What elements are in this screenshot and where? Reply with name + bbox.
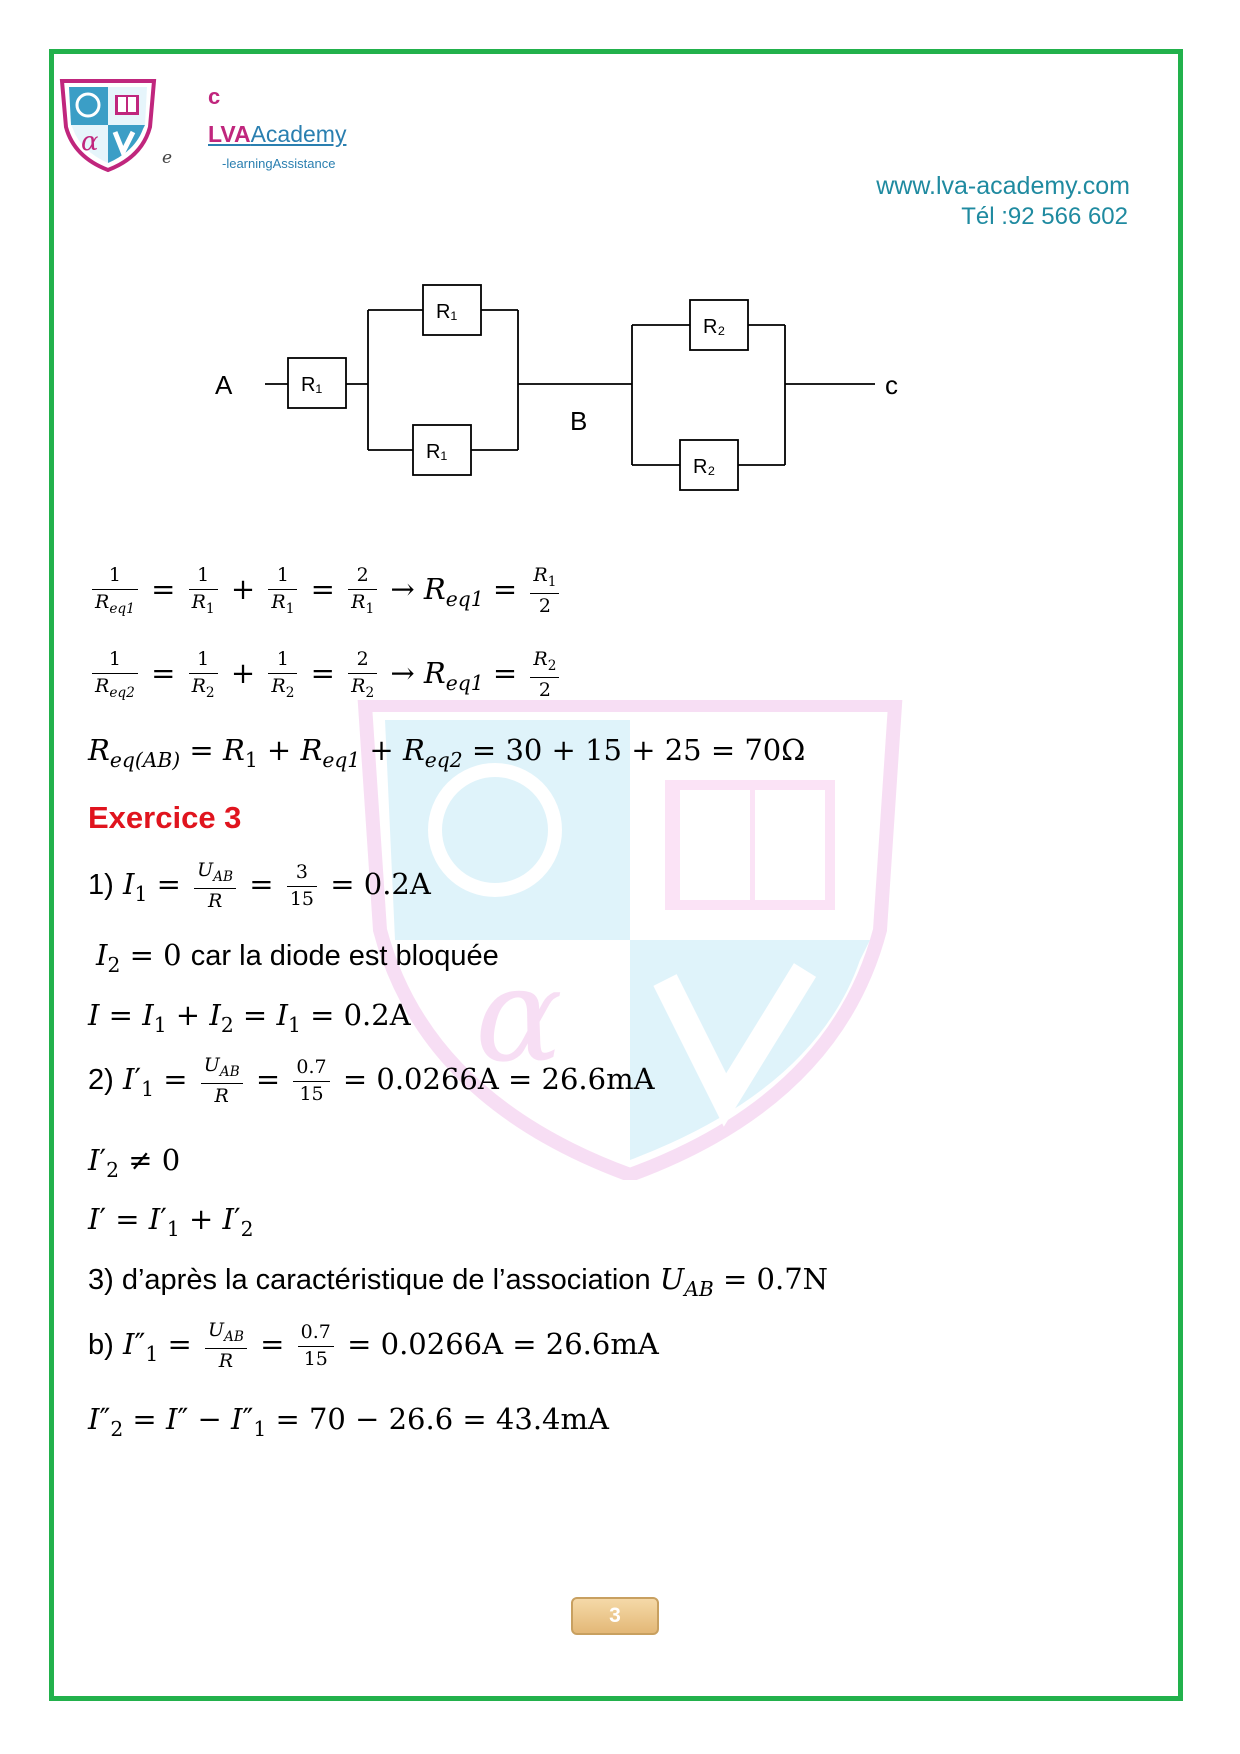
- resistor-label: R₁: [436, 301, 458, 323]
- brand-letter: c: [208, 84, 221, 109]
- line-4-current-prime: 2) $I'_1$ = $\frac{U_{AB}}{R}$ = $\frac{0.7}{15}$ = 0.0266A = 26.6mA: [88, 1054, 655, 1107]
- resistor-label: R₂: [703, 316, 726, 338]
- brand-tagline: -learningAssistance: [222, 156, 336, 171]
- brand-lva: LVA: [208, 121, 251, 147]
- line-8-current-second: b) $I''_1$ = $\frac{U_{AB}}{R}$ = $\frac{0.7}{15}$ = 0.0266A = 26.6mA: [88, 1319, 659, 1372]
- line-7-characteristic: 3) d’après la caractéristique de l’association $U_{AB} = 0.7N$: [88, 1262, 829, 1301]
- academy-logo: [57, 77, 167, 173]
- brand-name[interactable]: [208, 121, 346, 148]
- exercise-heading: Exercice 3: [88, 800, 242, 835]
- line-2-diode: $I_2 = 0$ car la diode est bloquée: [96, 938, 499, 977]
- svg-text:α: α: [81, 127, 99, 157]
- line-5-i2-prime: $I'_2 \ne 0$: [88, 1143, 181, 1182]
- circuit-diagram: [200, 270, 920, 500]
- svg-text:α: α: [475, 939, 563, 1091]
- brand-academy: Academy: [250, 121, 347, 147]
- line-6-sum: $I' = I'_1 + I'_2$: [88, 1202, 254, 1241]
- resistor-label: R₂: [693, 456, 716, 478]
- node-c-label: c: [885, 370, 898, 400]
- brand-e: e: [162, 148, 173, 168]
- equation-req-ab: $R_{eq(AB)} = R_1 + R_{eq1} + R_{eq2} = 30 + 15 + 25 = 70\Omega$: [88, 733, 806, 772]
- node-a-label: A: [215, 370, 233, 400]
- equation-req2: $\frac{1}{R_{eq2}}$ = $\frac{1}{R_2}$ + $\frac{1}{R_2}$ = $\frac{2}{R_2}$ → $R_{eq1}$ = $\frac{R_2}{2}$: [88, 649, 563, 701]
- website-link[interactable]: www.lva-academy.com: [876, 172, 1130, 200]
- resistor-label: R₁: [301, 374, 323, 396]
- node-b-label: B: [570, 406, 588, 436]
- line-3-total: $I = I_1 + I_2 = I_1 = 0.2A$: [88, 998, 411, 1037]
- page-number: 3: [571, 1597, 659, 1635]
- equation-req1: $\frac{1}{R_{eq1}}$ = $\frac{1}{R_1}$ + $\frac{1}{R_1}$ = $\frac{2}{R_1}$ → $R_{eq1}$ = $\frac{R_1}{2}$: [88, 565, 563, 617]
- resistor-label: R₁: [426, 441, 448, 463]
- line-9-result: $I''_2 = I'' - I''_1 = 70 - 26.6 = 43.4mA$: [88, 1402, 609, 1441]
- line-1-current: 1) $I_1$ = $\frac{U_{AB}}{R}$ = $\frac{3}{15}$ = 0.2A: [88, 859, 431, 912]
- phone-number: Tél :92 566 602: [961, 203, 1128, 230]
